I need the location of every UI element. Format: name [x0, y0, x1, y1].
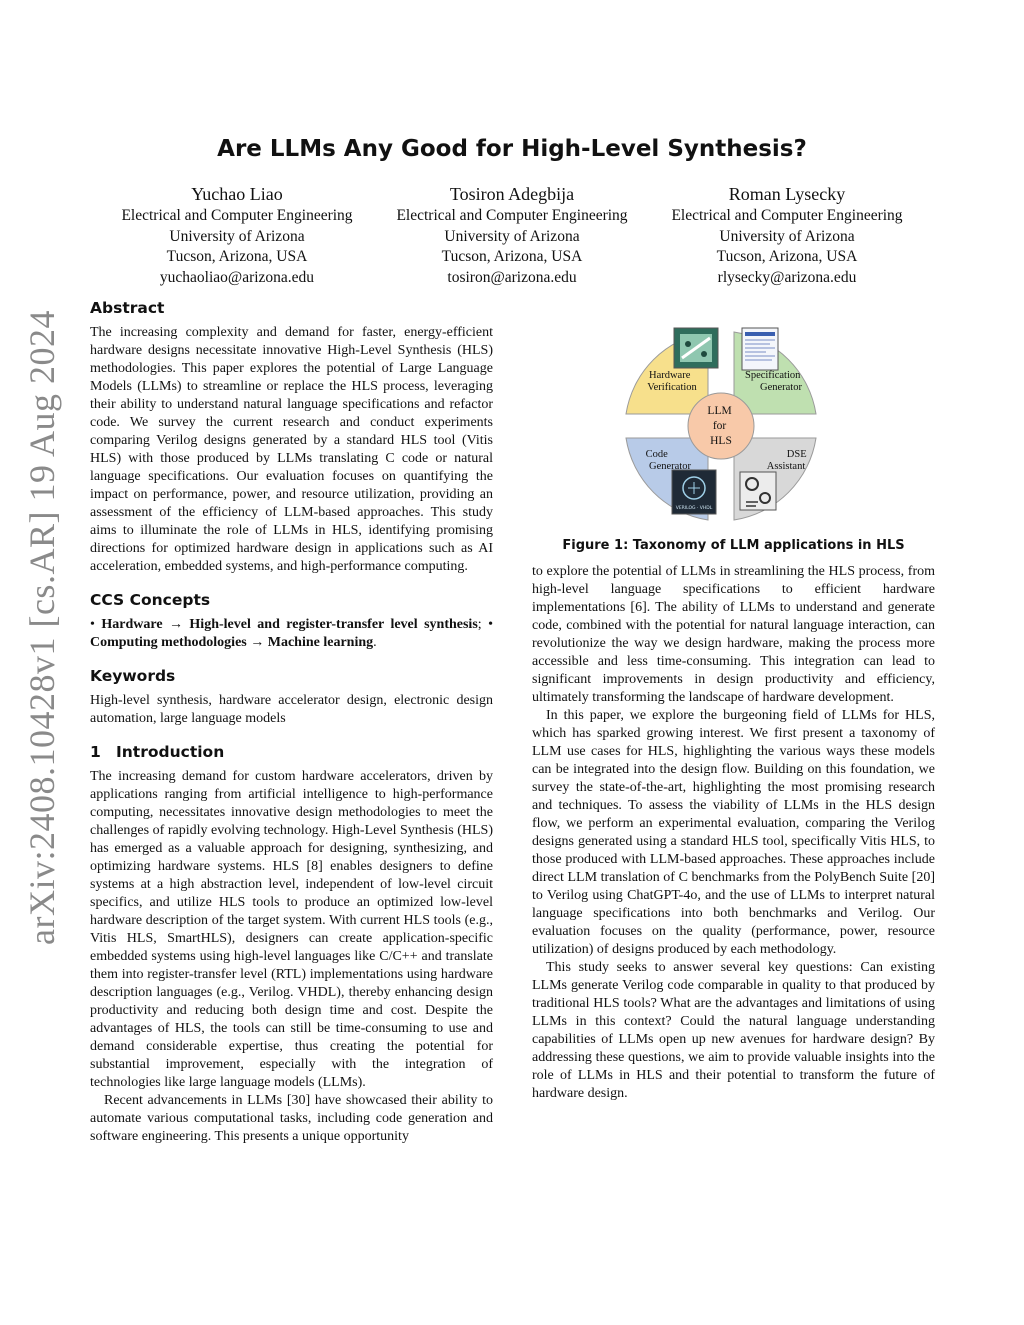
author-location: Tucson, Arizona, USA — [166, 248, 308, 265]
ccs-item: Hardware → High-level and register-transfer level synthesis — [101, 617, 478, 632]
center-label: HLS — [710, 435, 732, 447]
quadrant-label: Specification — [744, 370, 801, 381]
chip-brain-icon — [672, 470, 716, 514]
intro-paragraph: to explore the potential of LLMs in streamlining the HLS process, from high-level language specifications to efficient hardware implementations [6]. The ability of LLMs to understand and generate code, combined with the potential for natural language interaction, can revolutionize the way we design hardware, making the process more accessible and less time-consuming. This integration can lead to significant improvements in design productivity and efficiency, ultimately transforming the landscape of hardware development. — [532, 564, 935, 705]
author-department: Electrical and Computer Engineering — [396, 207, 628, 224]
paper-title: Are LLMs Any Good for High-Level Synthesis? — [217, 136, 807, 162]
author-email: rlysecky@arizona.edu — [717, 268, 857, 286]
quadrant-label: Assistant — [766, 461, 806, 472]
author-department: Electrical and Computer Engineering — [671, 207, 903, 224]
ccs-concepts: • Hardware → High-level and register-transfer level synthesis; • Computing methodologies → Machine learning. — [90, 617, 494, 650]
quadrant-label: Verification — [647, 382, 697, 393]
quadrant-label: Hardware — [648, 370, 691, 381]
keywords-text: High-level synthesis, hardware accelerator design, electronic design automation, large language models — [90, 693, 493, 726]
gears-document-icon — [740, 472, 776, 510]
author-university: University of Arizona — [719, 227, 855, 245]
taxonomy-figure — [600, 308, 860, 538]
author-department: Electrical and Computer Engineering — [121, 207, 353, 224]
left-column — [90, 298, 493, 1146]
intro-paragraph: In this paper, we explore the burgeoning field of LLMs for HLS, which has sparked growing interest. We first present a taxonomy of LLM use cases for HLS, highlighting the various ways these models can be integrated into the design flow. Building on this foundation, we survey the state-of-the-art, highlighting the most promising research and techniques. To assess the viability of LLMs in the HLS design flow, we perform an experimental evaluation, comparing the Verilog designs generated using a standard HLS tool, specifically Vitis HLS, to those produced with LLM-based approaches. These approaches include direct LLM translation of C benchmarks from the PolyBench Suite [20] to Verilog using ChatGPT-4o, and the use of LLMs to interpret natural language specifications into both benchmarks and Verilog. Our evaluation focuses on the quality (performance, power, resource utilization) of designs produced by each methodology. — [532, 708, 935, 957]
quadrant-label: DSE — [786, 449, 807, 460]
keywords-heading: Keywords — [90, 667, 176, 685]
intro-paragraph: This study seeks to answer several key questions: Can existing LLMs generate Verilog code comparable in quality to that produced by traditional HLS tools? What are the advantages and limitations of using LLMs in this context? Could the natural language understanding capabilities of LLMs open up new avenues for hardware design? By addressing these questions, we aim to provide valuable insights into the role of LLMs in HLS and their potential to transform the future of hardware design. — [532, 960, 935, 1101]
center-label: LLM — [707, 405, 732, 417]
author-university: University of Arizona — [444, 227, 580, 245]
introduction-heading: 1 Introduction — [90, 743, 225, 761]
author-block — [372, 182, 652, 288]
figure-caption: Figure 1: Taxonomy of LLM applications in HLS — [562, 538, 905, 553]
right-column — [532, 563, 935, 1103]
quadrant-label: Generator — [760, 382, 802, 393]
author-block — [647, 182, 927, 288]
svg-text:Hardware Verification — [647, 370, 697, 393]
svg-text:VERILOG · VHDL: VERILOG · VHDL — [675, 506, 713, 511]
specification-document-icon — [742, 328, 778, 370]
abstract-heading: Abstract — [90, 299, 165, 317]
author-name: Yuchao Liao — [191, 184, 283, 204]
ccs-heading: CCS Concepts — [90, 591, 211, 609]
intro-paragraph: Recent advancements in LLMs [30] have showcased their ability to automate various computational tasks, including code generation and software engineering. This presents a unique opportunity — [90, 1093, 493, 1144]
author-university: University of Arizona — [169, 227, 305, 245]
quadrant-label: Code — [645, 449, 668, 460]
quadrant-label: Generator — [649, 461, 691, 472]
arxiv-margin-id: arXiv:2408.10428v1 [cs.AR] 19 Aug 2024 — [22, 310, 62, 945]
author-location: Tucson, Arizona, USA — [716, 248, 858, 265]
author-email: yuchaoliao@arizona.edu — [159, 268, 315, 286]
author-block — [97, 182, 377, 288]
section-number: 1 — [90, 743, 101, 761]
author-name: Roman Lysecky — [728, 184, 846, 204]
ccs-item: Computing methodologies → Machine learning — [90, 635, 374, 650]
author-location: Tucson, Arizona, USA — [441, 248, 583, 265]
abstract-text: The increasing complexity and demand for faster, energy-efficient hardware designs necessitate innovative High-Level Synthesis (HLS) methodologies. This paper explores the potential of Large Language Models (LLMs) to streamline or replace the HLS process, leveraging their ability to understand natural language specifications and refactor code. We survey the current research and conduct experiments comparing Verilog designs generated by a standard HLS tool (Vitis HLS) with those produced by LLMs translating C code or natural language specifications. Our evaluation focuses on quantifying the impact on performance, power, and resource utilization, providing an assessment of the efficiency of LLM-based approaches. This study aims to illuminate the role of LLMs in HLS, identifying promising directions for optimized hardware design in applications such as AI acceleration, embedded systems, and high-performance computing. — [90, 325, 493, 574]
author-name: Tosiron Adegbija — [449, 184, 575, 204]
intro-paragraph: The increasing demand for custom hardware accelerators, driven by applications ranging from artificial intelligence to high-performance computing, necessitates innovative design methodologies to meet the challenges of rapidly evolving technology. High-Level Synthesis (HLS) has emerged as a valuable approach for designing, synthesizing, and optimizing hardware systems. HLS [8] enables designers to define systems at a high abstraction level, independent of low-level circuit specifics, and utilize HLS tools to produce an optimized low-level hardware description of the target system. With current HLS tools (e.g., Vitis HLS, SmartHLS), designers can create application-specific embedded systems using high-level languages like C/C++ and translate them into register-transfer level (RTL) implementations using hardware description languages (e.g., Verilog. VHDL), thereby enhancing design productivity and reducing both design time and cost. Despite the advantages of HLS, the tools can still be time-consuming to use and demand considerable expertise, thus creating the potential for substantial improvement, especially with the integration of technologies like large language models (LLMs). — [90, 769, 493, 1090]
circuit-board-icon — [674, 328, 718, 368]
author-email: tosiron@arizona.edu — [447, 268, 577, 286]
center-label: for — [712, 420, 727, 432]
